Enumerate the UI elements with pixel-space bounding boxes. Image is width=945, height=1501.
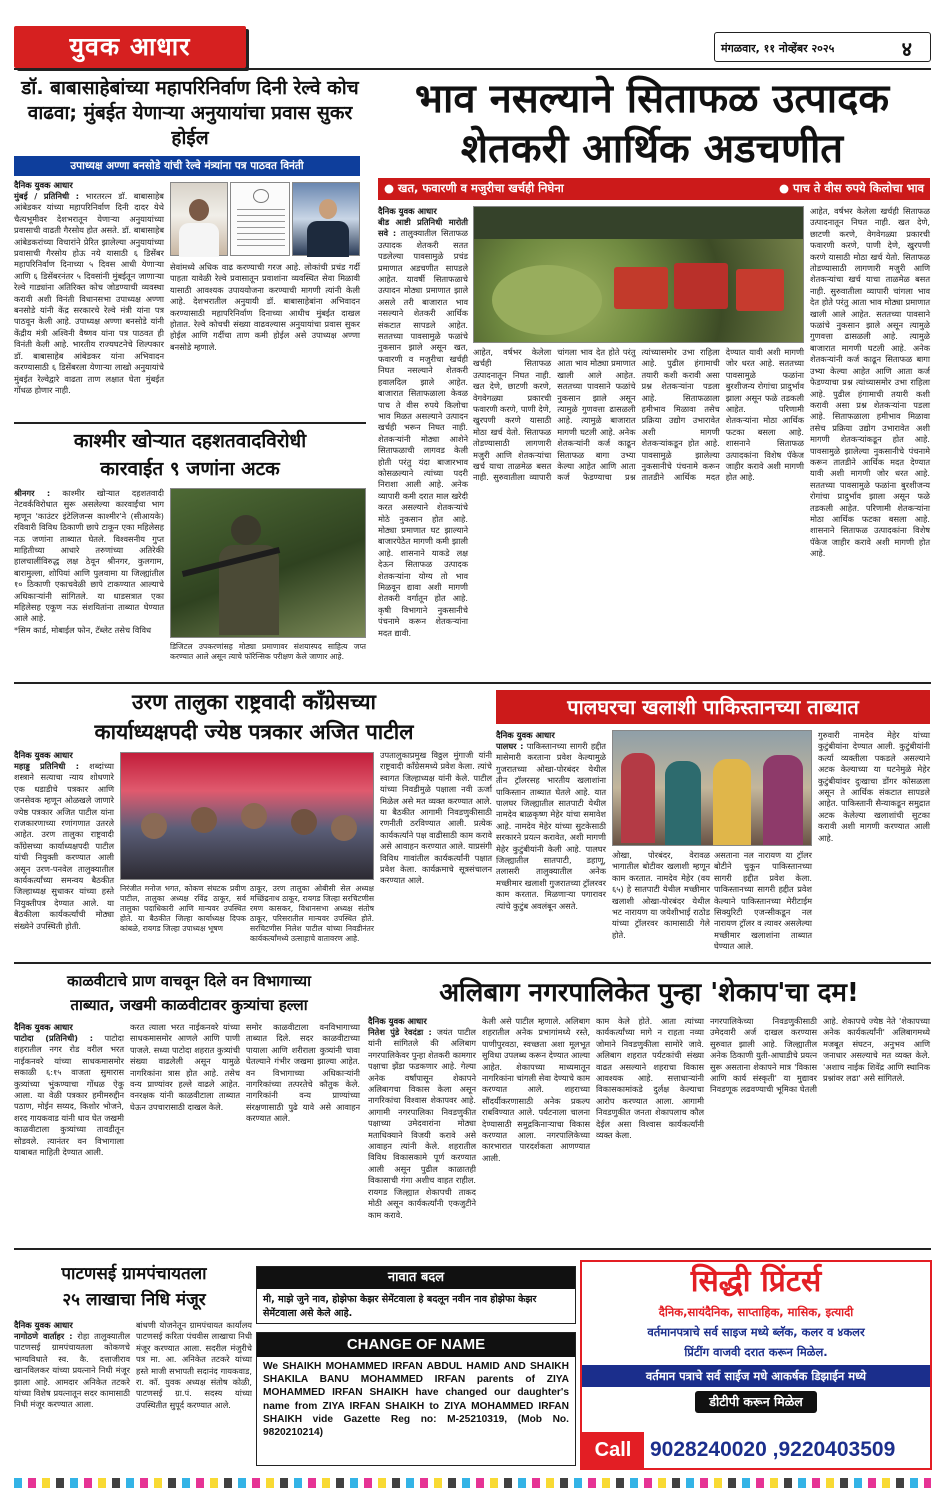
lead-body-far: आहेत, वर्षभर केलेला खर्चही सिताफळ उत्पादनातून निघत नाही. खत देणे, छाटणी करणे, वेगवेगळ्या प्रकारची फवारणी करणे, पाणी देणे, खुरपणी करणे यासाठी मोठा खर्च येतो. सिताफळ तोडण्यासाठी लागणारी मजुरी आणि शेतकऱ्यांचा खर्च याचा ताळमेळ बसत नाही. सुरुवातीला व्यापारी चांगला भाव देत होते परंतु आता भाव मोठ्या प्रमाणात खाली आले आहेत. सततच्या पावसाने फळांचे नुकसान झाले असून त्यामुळे गुणवत्ता ढासळली आहे. त्यामुळे बाजारात मागणी घटली आहे. अनेक शेतकऱ्यांनी कर्ज काढून सिताफळ बागा उभ्या केल्या आहेत आणि आता कर्ज फेडण्याचा प्रश्न त्यांच्यासमोर उभा राहिला आहे. पुढील हंगामाची तयारी कशी करावी असा प्रश्न शेतकऱ्यांना पडला आहे. सिताफळाला हमीभाव मिळावा तसेच प्रक्रिया उद्योग उभारावेत अशी मागणी शेतकऱ्यांकडून होत आहे. पावसामुळे झालेल्या नुकसानीचे पंचनामे करून तातडीने आर्थिक मदत देण्यात यावी अशी मागणी जोर धरत आहे. सततच्या पावसामुळे फळांना बुरशीजन्य रोगांचा प्रादुर्भाव झाला असून फळे तडकली आहेत. परिणामी शेतकऱ्यांना मोठा आर्थिक फटका बसला आहे. शासनाने सिताफळ उत्पादकांना विशेष पॅकेज जाहीर करावे अशी मागणी होत आहे.: [810, 206, 930, 559]
ad-phone-numbers[interactable]: 9028240020 ,9220403509: [650, 1438, 896, 1461]
story1-headline: डॉ. बाबासाहेबांच्या महापरिनिर्वाण दिनी रेल्वे कोच वाढवा; मुंबईत येणाऱ्या अनुयायांचा प्रवास सुकर होईल: [21, 77, 359, 149]
name-change-body: मी, माझे जुने नाव, होझेफा केझर सेमेंटवाला हे बदलून नवीन नाव होझेफा केझर सेमेंटवाला असे केले आहे.: [263, 1294, 537, 1319]
ad-title: सिद्धी प्रिंटर्स: [690, 1264, 822, 1299]
story1-photo-letter: [230, 182, 290, 256]
ad-line4-bar: [582, 1365, 930, 1387]
patan-byline: दैनिक युवक आधार: [14, 1320, 73, 1330]
lead-col1: [378, 206, 469, 638]
alibag-headline: अलिबाग नगरपालिकेत पुन्हा 'शेकाप'चा दम!: [439, 978, 859, 1008]
lead-headline-1: भाव नसल्याने सिताफळ उत्पादक: [414, 76, 890, 122]
change-of-name-notice: [256, 1332, 576, 1466]
story1-place: मुंबई / प्रतिनिधी :: [14, 191, 80, 201]
lead-body: तालुक्यातील सिताफळ उत्पादक शेतकरी सतत पडलेल्या पावसामुळे प्रचंड प्रमाणात अडचणीत सापडले आहेत. यावर्षी सिताफळाचे उत्पादन मोठ्या प्रमाणात झाले असले तरी बाजारात भाव नसल्याने शेतकरी आर्थिक संकटात सापडले आहेत. सततच्या पावसामुळे फळांचे नुकसान झाले असून खत, फवारणी व मजुरीचा खर्चही निघत नसल्याने शेतकरी हवालदिल झाले आहेत. बाजारात सिताफळाला केवळ पाच ते वीस रुपये किलोचा भाव मिळत असल्याने उत्पादन खर्चही भरून निघत नाही. शेतकऱ्यांनी मोठ्या आशेने सिताफळाची लागवड केली होती परंतु यंदा बाजारभाव कोसळल्याने त्यांच्या पदरी निराशा आली आहे. अनेक व्यापारी कमी दरात माल खरेदी करत असल्याने शेतकऱ्यांचे मोठे नुकसान होत आहे. मोठ्या प्रमाणात घट झाल्याने बाजारपेठेत मागणी कमी झाली आहे. शासनाने याकडे लक्ष देऊन सिताफळ उत्पादक शेतकऱ्यांना योग्य तो भाव मिळवून द्यावा अशी मागणी शेतकरी वर्गातून होत आहे. कृषी विभागाने नुकसानीचे पंचनामे करून शेतकऱ्यांना मदत द्यावी.: [378, 228, 469, 638]
change-of-name-title-bar: [257, 1333, 575, 1357]
patan-headline-1: पाटणसई ग्रामपंचायतला: [61, 1264, 207, 1284]
alibag-byline: दैनिक युवक आधार: [368, 1016, 427, 1026]
uran-photo-event: [120, 752, 374, 880]
kashmir-headline-2: कारवाईत ९ जणांना अटक: [100, 458, 280, 480]
uran-place: महाड्ड प्रतिनिधी :: [14, 761, 80, 771]
patan-col1: [14, 1320, 130, 1468]
story1-col1: [14, 180, 164, 418]
uran-body: शब्दांच्या शस्त्राने सत्याचा न्याय शोधणारे एक धडाडीचे पत्रकार आणि जनसेवक म्हणून ओळखले जाणारे ज्येष्ठ पत्रकार अजित पाटील यांना राजकारणाच्या रणांगणात उतरले आहेत. उरण तालुका राष्ट्रवादी काँग्रेसच्या कार्याध्यक्षपदी पाटील यांची नियुक्ती करण्यात आली असून उरण-पनवेल तालुक्यातील कार्यकर्त्यांच्या समन्वय बैठकीत जिल्हाध्यक्ष सुधाकर यांच्या हस्ते नियुक्तीपत्र देण्यात आले. या बैठकीला कार्यकर्त्यांची मोठ्या संख्येने उपस्थिती होती.: [14, 761, 114, 931]
ad-line1: दैनिक,सायंदैनिक, साप्ताहिक, मासिक, इत्यादी: [658, 1305, 854, 1319]
kalvit-body2: करत त्याला भरत नाईकनवरे यांच्या साधकमासमोर आणले आणि पाणी पाजले. सध्या पाटोदा शहरात कुत्र्यांची संख्या वाढलेली असून यामुळे नागरिकांना त्रास होत आहे. तसेच वन्य प्राण्यांवर हल्ले वाढले आहेत. वनरक्षक यांनी काळवीटाला ताब्यात घेऊन उपचारासाठी दाखल केले.: [130, 1022, 240, 1112]
kashmir-headline-1: काश्मीर खोऱ्यात दहशतवादविरोधी: [73, 430, 307, 452]
palghar-body5: गुरुवारी नामदेव मेहेर यांच्या कुटुंबीयांना देण्यात आली. कुटुंबीयांनी कर्त्या व्यक्तीला पकडले असल्याने अटक केल्याच्या या घटनेमुळे मेहेर कुटुंबीयांवर दुःखाचा डोंगर कोसळला असून ते आर्थिक संकटात सापडले आहेत. पाकिस्तानी सैन्याकडून समुद्रात अटक केलेल्या खलाशांची सुटका करावी अशी मागणी करण्यात आली आहे.: [818, 730, 930, 843]
story1-strap: [14, 156, 360, 176]
change-of-name-body: We SHAIKH MOHAMMED IRFAN ABDUL HAMID AND SHAIKH SHAKILA BANU MOHAMMED IRFAN parents of ZIYA MOHAMMED IRFAN SHAIKH have changed our daughter's name from ZIYA IRFAN SHAIKH to ZIYA MOHAMMED IRFAN SHAIKH vide Gazette Reg no: M-25210319, (Mob No. 9820210214): [263, 1361, 569, 1439]
story1-body: भारतरत्न डॉ. बाबासाहेब आंबेडकर यांच्या महापरिनिर्वाण दिनी दादर येथे चैत्यभूमीवर देशभरातून येणाऱ्या अनुयायांच्या प्रवासाची वाढती गैरसोय होत असते. डॉ. बाबासाहेब आंबेडकरांच्या विचारांने प्रेरित झालेल्या अनुयायांच्या प्रवासाची गैरसोय होऊ नये यासाठी ६ डिसेंबर महापरिनिर्वाण दिनाच्या ५ दिवस आधी येणाऱ्या आणि ६ डिसेंबरनंतर ५ दिवसांनी मुंबईतून जाणाऱ्या रेल्वे गाड्यांना अतिरिक्त कोच जोडण्याची व्यवस्था करावी अशी विनंती विधानसभा उपाध्यक्ष अण्णा बनसोडे यांनी केंद्र सरकारचे रेल्वे मंत्री यांना पत्र पाठवून केली आहे. उपाध्यक्ष अण्णा बनसोडे यांनी केंद्रीय मंत्री अश्विनी वैष्णव यांना पत्र पाठवत ही विनंती केली आहे. भारतीय राज्यघटनेचे शिल्पकार डॉ. बाबासाहेब आंबेडकर यांना अभिवादन करण्यासाठी ६ डिसेंबरला येणाऱ्या लाखो अनुयायांचे मुंबईत रेल्वेद्वारे वाढता ताण लक्षात घेता मुंबईत गोंधळ होणार नाही.: [14, 191, 164, 395]
kalvit-headline-1: काळवीटाचे प्राण वाचवून दिले वन विभागाच्या: [67, 972, 311, 990]
masthead-date-box: [714, 32, 931, 62]
kalvit-body: पाटोदा शहरातील नगर रोड वरील भरत नाईकनवरे यांच्या साधकमासमोर सकाळी ६:१५ वाजता सुमारास कुत्र्यांच्या भुंकण्याचा गोंधळ ऐकू आला. या वेळी पत्रकार हमीमरुद्दीन पठाण, मोईन सय्यद, किशोर भोजने, शरद गायकवाड यांनी धाव घेत जखमी काळवीटाला कुत्र्यांच्या तावडीतून सोडवले. त्यानंतर वन विभागाला याबाबत माहिती देण्यात आली.: [14, 1033, 124, 1158]
palghar-headline-box: [496, 690, 930, 724]
kalvit-col1: [14, 1022, 124, 1242]
issue-date: मंगळवार, ११ नोव्हेंबर २०२५: [721, 42, 835, 55]
alibag-place: नितेश पुंडे रेवदंडा :: [368, 1027, 432, 1037]
alibag-col1: [368, 1016, 476, 1242]
page-number: ४: [901, 37, 912, 61]
masthead: [14, 22, 931, 70]
story1-byline: दैनिक युवक आधार: [14, 180, 73, 190]
uran-headline-1: उरण तालुका राष्ट्रवादी कॉंग्रेसच्या: [132, 690, 376, 714]
lead-banner-left: ● खत, फवारणी व मजुरीचा खर्चही निघेना: [384, 181, 564, 195]
ad-line3: प्रिंटींग वाजवी दरात करून मिळेल.: [684, 1345, 828, 1359]
kashmir-items: *सिम कार्ड, मोबाईल फोन, टॅब्लेट तसेच विविध: [14, 624, 152, 635]
uran-caption2: ठाकूर, उरण तालुका ओबीसी सेल अध्यक्ष मच्छिंद्रनाथ ठाकूर, रायगड जिल्हा सरचिटणीस रमण कासकर, विधानसभा अध्यक्ष संतोष ठाकूर, परिसरातील मान्यवर उपस्थित होते. सरचिटणीस निलेश पाटील यांच्या निवडीनंतर कार्यकर्त्यांमध्ये उत्साहाचे वातावरण आहे.: [250, 884, 374, 943]
palghar-body: पाकिस्तानच्या सागरी हद्दीत मासेमारी करताना प्रवेश केल्यामुळे गुजरातच्या ओखा-पोरबंदर येथील तीन ट्रॉलरसह भारतीय खलाशांना पाकिस्तान ताब्यात घेतले आहे. यात पालघर जिल्ह्यातील सातपाटी येथील नामदेव बाळकृष्ण मेहेर यांचा समावेश आहे. नामदेव मेहेर यांच्या सुटकेसाठी सरकारने प्रयत्न करावेत, अशी मागणी मेहेर कुटुंबीयांनी केली आहे.: [496, 741, 606, 854]
ad-line2: वर्तमानपत्राचे सर्व साइज मध्ये ब्लॅक, कलर व ४कलर: [647, 1325, 865, 1339]
registration-marks: [14, 1478, 931, 1488]
masthead-logo: [14, 26, 246, 68]
lead-photo-custard-apples: [473, 206, 804, 343]
kalvit-byline: दैनिक युवक आधार: [14, 1022, 73, 1032]
ad-call-row: [582, 1432, 930, 1468]
name-change-title: नावात बदल: [387, 1270, 445, 1285]
kalvit-body3: समोर काळवीटाला वनविभागाच्या ताब्यात दिले. सदर काळवीटाच्या पायाला आणि शरीराला कुत्र्यांनी चावा घेतल्याने गंभीर जखमा झाल्या आहेत. वन विभागाच्या अधिकाऱ्यांनी नागरिकांच्या तत्परतेचे कौतुक केले. नागरिकांनी वन्य प्राण्यांच्या संरक्षणासाठी पुढे यावे असे आवाहन करण्यात आले.: [246, 1022, 360, 1124]
siddhi-printers-ad: [580, 1260, 932, 1470]
alibag-body3: काम केले होते. आता त्यांच्या कार्यकर्त्यांच्या मागे न राहता नव्या जोमाने निवडणुकीला सामोरे जावे. अलिबाग शहरात पर्यटकांची संख्या वाढत असल्याने शहराचा विकास आवश्यक आहे. सत्ताधाऱ्यांनी विकासकामांकडे दुर्लक्ष केल्याचा आरोप करण्यात आला. आगामी निवडणुकीत जनता शेकापलाच कौल देईल असा विश्वास कार्यकर्त्यांनी व्यक्त केला.: [596, 1016, 704, 1141]
lead-body-right: आहेत, वर्षभर केलेला खर्चही सिताफळ उत्पादनातून निघत नाही. खत देणे, छाटणी करणे, वेगवेगळ्या प्रकारची फवारणी करणे, पाणी देणे, खुरपणी करणे यासाठी मोठा खर्च येतो. सिताफळ तोडण्यासाठी लागणारी मजुरी आणि शेतकऱ्यांचा खर्च याचा ताळमेळ बसत नाही. सुरुवातीला व्यापारी चांगला भाव देत होते परंतु आता भाव मोठ्या प्रमाणात खाली आले आहेत. सततच्या पावसाने फळांचे नुकसान झाले असून त्यामुळे गुणवत्ता ढासळली आहे. त्यामुळे बाजारात मागणी घटली आहे. अनेक शेतकऱ्यांनी कर्ज काढून सिताफळ बागा उभ्या केल्या आहेत आणि आता कर्ज फेडण्याचा प्रश्न त्यांच्यासमोर उभा राहिला आहे. पुढील हंगामाची तयारी कशी करावी असा प्रश्न शेतकऱ्यांना पडला आहे. सिताफळाला हमीभाव मिळावा तसेच प्रक्रिया उद्योग उभारावेत अशी मागणी शेतकऱ्यांकडून होत आहे. पावसामुळे झालेल्या नुकसानीचे पंचनामे करून तातडीने आर्थिक मदत देण्यात यावी अशी मागणी जोर धरत आहे. सततच्या पावसामुळे फळांना बुरशीजन्य रोगांचा प्रादुर्भाव झाला असून फळे तडकली आहेत. परिणामी शेतकऱ्यांना मोठा आर्थिक फटका बसला आहे. शासनाने सिताफळ उत्पादकांना विशेष पॅकेज जाहीर करावे अशी मागणी होत आहे.: [473, 347, 804, 483]
uran-byline: दैनिक युवक आधार: [14, 750, 73, 760]
alibag-body4: नगरपालिकेच्या निवडणुकीसाठी उमेदवारी अर्ज दाखल करण्यास सुरुवात झाली आहे. जिल्ह्यातील अनेक ठिकाणी युती-आघाडीचे प्रयत्न सुरू असताना शेकापने मात्र 'विकास आणि कार्य संस्कृती' या मुद्यावर निवडणूक लढवण्याची भूमिका घेतली आहे. शेकापचे ज्येष्ठ नेते 'शेकापच्या अनेक कार्यकर्त्यांनी' अलिबागमध्ये मजबूत संघटन, अनुभव आणि जनाधार असल्याचे मत व्यक्त केले. 'अशाच नाईक शिवेंद्र आणि स्थानिक प्रश्नांवर लढा' असे सांगितले.: [710, 1016, 930, 1095]
story1-photo-minister: [292, 182, 360, 256]
palghar-place: पालघर :: [496, 741, 524, 751]
kalvit-headline-2: ताब्यात, जखमी काळवीटावर कुत्र्यांचा हल्ला: [70, 996, 308, 1014]
kashmir-place: श्रीनगर :: [14, 488, 51, 498]
patan-body: रोहा तालुक्यातील पाटणसई ग्रामपंचायतला कोकणचे भाग्यविधाते स्व. कै. दत्ताजीराव खानविलकर यांच्या प्रयत्नाने निधी मंजूर झाला आहे. आमदार अनिकेत तटकरे यांच्या विशेष प्रयत्नातून सदर कामासाठी निधी मंजूर करण्यात आला.: [14, 1331, 131, 1410]
change-of-name-title: CHANGE OF NAME: [346, 1336, 486, 1353]
ad-line5: डीटीपी करून मिळेल: [695, 1391, 816, 1413]
kashmir-caption: डिजिटल उपकरणांसह मोठ्या प्रमाणावर संशयास्पद साहित्य जप्त करण्यात आले असून त्याचे फॉरेन्सिक परीक्षण केले जाणार आहे.: [170, 642, 366, 661]
lead-banner-right: ● पाच ते वीस रुपये किलोचा भाव: [779, 181, 924, 195]
palghar-body2: पालघर जिल्ह्यातील सातपाटी, डहाणू, तलासरी तालुक्यातील अनेक मच्छीमार खलाशी गुजरातच्या ट्रॉलरवर काम करतात. मिळणाऱ्या पगारावर त्यांचे कुटुंब अवलंबून असते.: [496, 843, 606, 911]
palghar-photo-family: [612, 730, 812, 846]
lead-banner: [378, 178, 930, 200]
ad-line5-wrap: [582, 1391, 930, 1413]
lead-headline-2: शेतकरी आर्थिक अडचणीत: [460, 126, 844, 172]
uran-caption: निरंजीत मनोज भगत, कोकण संघटक प्रवीण पाटील, तालुका अध्यक्ष रविंद्र ठाकूर, सर्व तालुका पदाधिकारी आणि मान्यवर उपस्थित होते. या बैठकीत जिल्हा कार्याध्यक्ष दिपक कांबळे, रायगड जिल्हा उपाध्यक्ष भूषण: [120, 884, 246, 933]
patan-headline-2: २५ लाखाचा निधि मंजूर: [62, 1290, 206, 1310]
palghar-body4: असताना नल नारायण या ट्रॉलर बोटीने चुकून पाकिस्तानच्या सागरी हद्दीत प्रवेश केला. पाकिस्तानच्या सागरी हद्दीत प्रवेश केल्याने पाकिस्तानच्या मेरीटाईम सिक्युरिटी एजन्सीकडून नल नारायण ट्रॉलर व त्यावर असलेल्या मच्छीमार खलाशांना ताब्यात घेण्यात आले.: [714, 850, 813, 952]
kalvit-place: पाटोदा (प्रतिनिधी) :: [14, 1033, 93, 1043]
alibag-body2: केली असे पाटील म्हणाले. अलिबाग शहरातील अनेक प्रभागांमध्ये रस्ते, पाणीपुरवठा, स्वच्छता अशा मूलभूत सुविधा उपलब्ध करून देण्यात आल्या आहेत. शेकापच्या माध्यमातून नागरिकांना चांगली सेवा देण्याचे काम करण्यात आले. शहराच्या सौंदर्यीकरणासाठी अनेक प्रकल्प राबविण्यात आले. पर्यटनाला चालना देण्यासाठी समुद्रकिनाऱ्याचा विकास करण्यात आला. नगरपालिकेच्या कारभारात पारदर्शकता आणण्यात आली.: [482, 1016, 591, 1163]
uran-headline-2: कार्याध्यक्षपदी ज्येष्ठ पत्रकार अजित पाटील: [94, 720, 414, 744]
ad-call-label: Call: [582, 1432, 644, 1468]
kashmir-body: काश्मीर खोऱ्यात दहशतवादी नेटवर्कविरोधात सुरू असलेल्या कारवाईंचा भाग म्हणून 'काउंटर इंटेलिजन्स काश्मीर'ने (सीआयके) रविवारी विविध ठिकाणी छापे टाकून एका महिलेसह नऊ जणांना ताब्यात घेतले. विश्वसनीय गुप्त माहितीच्या आधारे तरुणांच्या अतिरेकी हालचालींविरुद्ध लक्ष ठेवून श्रीनगर, कुलगाम, बारामुल्ला, शोपियां आणि पुलवामा या जिल्ह्यांतील १० ठिकाणी एकाचवेळी छापे टाकण्यात आल्याचे अधिकाऱ्यांनी सांगितले. या धाडसत्रात एका महिलेसह एकूण नऊ संशयितांना ताब्यात घेण्यात आले आहे.: [14, 488, 164, 624]
uran-col1: [14, 750, 114, 958]
lead-place: बीड आष्टी प्रतिनिधी मारोती सवे :: [378, 217, 468, 239]
alibag-body: जयंत पाटील यांनी सांगितले की अलिबाग नगरपालिकेवर पुन्हा शेतकरी कामगार पक्षाचा झेंडा फडकणार आहे. गेल्या अनेक वर्षांपासून शेकापने अलिबागचा विकास केला असून नागरिकांचा विश्वास शेकापवर आहे. आगामी नगरपालिका निवडणुकीत पक्षाच्या उमेदवारांना मोठ्या मताधिक्याने विजयी करावे असे आवाहन त्यांनी केले. शहरातील विविध विकासकामे पूर्ण करण्यात आली असून पुढील काळातही विकासाची गंगा अशीच वाहत राहील. रायगड जिल्ह्यात शेकापची ताकद मोठी असून कार्यकर्त्यांनी एकजुटीने काम करावे.: [368, 1027, 476, 1220]
masthead-title: युवक आधार: [69, 32, 191, 61]
name-change-title-bar: [257, 1267, 575, 1289]
kashmir-body-col: [14, 488, 164, 673]
ad-line4: वर्तमान पत्राचे सर्व साईज मधे आकर्षक डिझाईन मध्ये: [645, 1369, 867, 1383]
uran-body2: उपतालुकाप्रमुख विठ्ठल मुंगाजी यांनी राष्ट्रवादी काँग्रेसमध्ये प्रवेश केला. त्यांचे स्वागत जिल्हाध्यक्ष यांनी केले. पाटील यांच्या निवडीमुळे पक्षाला नवी ऊर्जा मिळेल असे मत व्यक्त करण्यात आले. या बैठकीत आगामी निवडणुकीसाठी रणनीती ठरविण्यात आली. प्रत्येक कार्यकर्त्याने पक्ष वाढीसाठी काम करावे असे आवाहन करण्यात आले. याप्रसंगी विविध गावांतील कार्यकर्त्यांनी पक्षात प्रवेश केला. कार्यक्रमाचे सूत्रसंचालन करण्यात आले.: [380, 750, 492, 886]
patan-body2: बांधणी योजनेतून ग्रामपंचायत कार्यालय पाटणसई करिता पंचवीस लाखाचा निधी मंजूर करण्यात आला. सदरील मंजुरीचे पत्र मा. आ. अनिकेत तटकरे यांच्या हस्ते माजी सभापती सदानंद गायकवाड, रा. कॉ. युवक अध्यक्ष संतोष कोळी, पाटणसई ग्रा.पं. सदस्य यांच्या उपस्थितीत सुपूर्द करण्यात आले.: [136, 1320, 252, 1410]
palghar-byline: दैनिक युवक आधार: [496, 730, 555, 740]
lead-byline: दैनिक युवक आधार: [378, 206, 437, 216]
palghar-body3: ओखा, पोरबंदर, वेरावळ भागातील बोटीवर खलाशी म्हणून काम करतात. नामदेव मेहेर (वय ६५) हे सातपाटी येथील मच्छीमार खलाशी ओखा-पोरबंदर येथील भट नारायण या जयेशीभाई राठोड यांच्या ट्रॉलरवर कामासाठी गेले होते.: [612, 850, 710, 940]
palghar-headline: पालघरचा खलाशी पाकिस्तानच्या ताब्यात: [567, 695, 859, 719]
name-change-notice: [256, 1266, 576, 1324]
patan-place: नागोठणे वार्ताहर :: [14, 1331, 73, 1341]
palghar-col1: [496, 730, 606, 958]
story1-photo-office: [170, 182, 228, 256]
kashmir-photo-soldiers: [170, 488, 366, 638]
story1-body2: सेवांमध्ये अधिक वाढ करण्याची गरज आहे. लोकांची प्रचंड गर्दी पाहता यावेळी रेल्वे प्रवासातून प्रवाशांना व्यवस्थित सेवा मिळावी यासाठी आवश्यक उपाययोजना करण्याची मागणी त्यांनी केली आहे. देशभरातील अनुयायी डॉ. बाबासाहेबांना अभिवादन करण्यासाठी महापरिनिर्वाण दिनाच्या आधीच मुंबईत दाखल होतात. रेल्वे कोचची संख्या वाढवल्यास अनुयायांचा प्रवास सुकर होईल आणि गर्दीचा ताण कमी होईल असे उपाध्यक्ष अण्णा बनसोडे म्हणाले.: [170, 262, 360, 352]
story1-strap-text: उपाध्यक्ष अण्णा बनसोडे यांची रेल्वे मंत्र्यांना पत्र पाठवत विनंती: [70, 160, 304, 172]
